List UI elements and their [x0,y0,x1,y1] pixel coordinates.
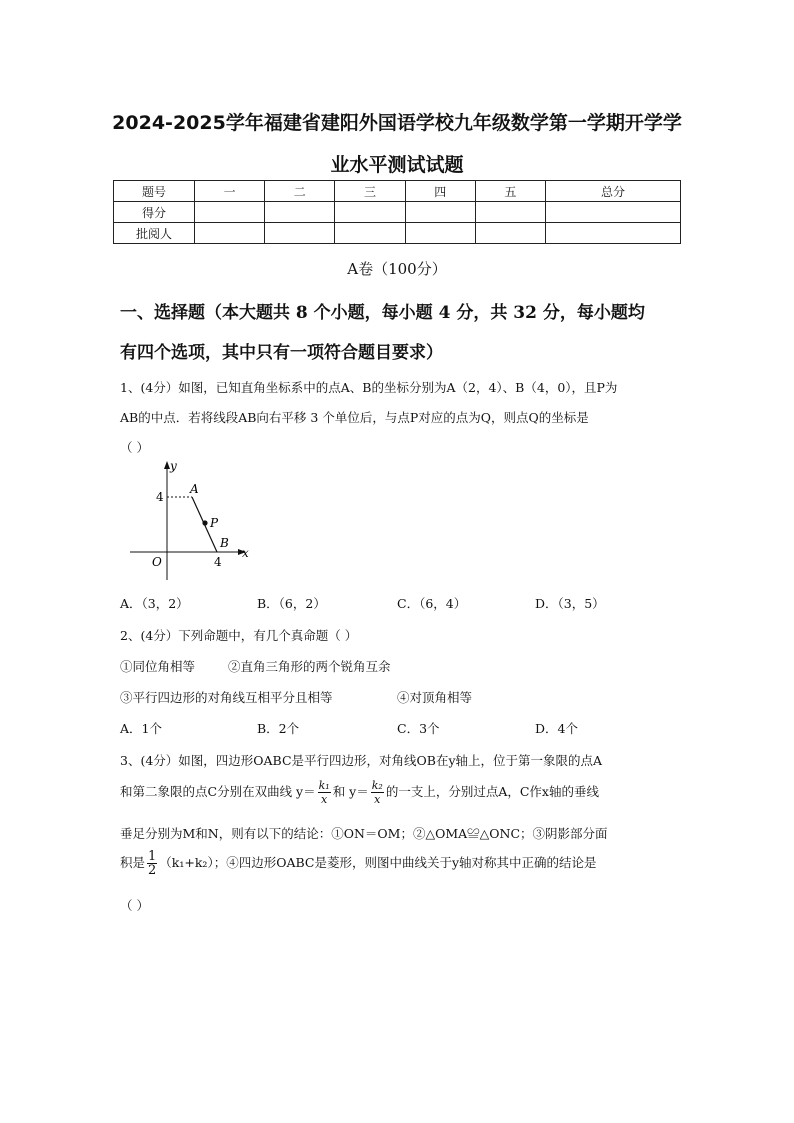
q3-text: 和 y＝ [332,784,369,799]
y-axis-label: y [170,459,177,473]
q2-statement-2: ②直角三角形的两个锐角互余 [228,659,391,674]
grader-cell [405,223,475,244]
volume-a-title: A卷（100分） [347,260,447,278]
fraction-numerator: 1 [148,849,157,864]
grader-cell [475,223,545,244]
q3-text: 和第二象限的点C分别在双曲线 y＝ [120,784,316,799]
point-b-label: B [220,536,229,550]
header-cell: 四 [405,181,475,202]
fraction-denominator: x [374,793,381,806]
grader-cell [195,223,265,244]
q3-answer-paren: （ ） [120,898,149,913]
score-table [113,180,681,244]
q1-answer-paren: （ ） [120,440,149,455]
fraction-numerator: k₂ [371,779,383,792]
grader-cell [546,223,681,244]
origin-label: O [152,555,162,569]
q1-option-c: C．（6，4） [397,596,467,611]
q3-stem-line4 [120,850,597,877]
q3-text: 的一支上，分别过点A，C作x轴的垂线 [385,784,599,799]
q2-option-a: A．1个 [120,721,162,736]
q3-stem-line3: 垂足分别为M和N，则有以下的结论：①ON＝OM；②△OMA≌△ONC；③阴影部分面 [120,826,608,841]
point-a-label: A [190,482,199,496]
header-cell: 题号 [114,181,195,202]
fraction-denominator: 2 [148,863,157,878]
score-cell [546,202,681,223]
score-cell [335,202,405,223]
q1-option-b: B．（6，2） [257,596,326,611]
header-cell: 二 [265,181,335,202]
q1-option-d: D．（3，5） [535,596,605,611]
q2-stem: 2、(4分）下列命题中，有几个真命题（ ） [120,628,358,643]
header-cell: 三 [335,181,405,202]
point-p-label: P [210,516,219,530]
page-title-line2: 业水平测试试题 [330,154,464,176]
fraction-k1-over-x [318,779,331,806]
x-axis-label: x [242,546,249,560]
q3-text: 积是 [120,855,146,870]
q2-statement-4: ④对顶角相等 [397,690,473,705]
row-label: 批阅人 [114,223,195,244]
grader-cell [335,223,405,244]
q2-option-b: B．2个 [257,721,300,736]
score-cell [475,202,545,223]
y-tick-label: 4 [156,490,164,504]
q2-option-c: C．3个 [397,721,440,736]
x-tick-label: 4 [214,555,222,569]
page-title-line1: 2024-2025学年福建省建阳外国语学校九年级数学第一学期开学学 [112,112,682,134]
score-cell [405,202,475,223]
grader-cell [265,223,335,244]
q1-coordinate-figure [120,455,260,585]
q1-stem-line1: 1、(4分）如图，已知直角坐标系中的点A、B的坐标分别为A（2，4）、B（4，0），且P为 [120,380,618,395]
score-cell [265,202,335,223]
fraction-denominator: x [321,793,328,806]
q1-option-a: A．（3，2） [120,596,189,611]
header-cell: 总分 [546,181,681,202]
q3-text: （k₁+k₂）；④四边形OABC是菱形，则图中曲线关于y轴对称其中正确的结论是 [159,855,597,870]
fraction-k2-over-x [371,779,384,806]
section-heading-line2: 有四个选项，其中只有一项符合题目要求） [120,343,443,363]
q2-statement-3: ③平行四边形的对角线互相平分且相等 [120,690,333,705]
q3-stem-line1: 3、(4分）如图，四边形OABC是平行四边形，对角线OB在y轴上，位于第一象限的点A [120,753,603,768]
fraction-numerator: k₁ [318,779,330,792]
header-cell: 五 [475,181,545,202]
header-cell: 一 [195,181,265,202]
q2-option-d: D．4个 [535,721,578,736]
row-label: 得分 [114,202,195,223]
q3-stem-line2 [120,779,599,806]
q1-stem-line2: AB的中点．若将线段AB向右平移 3 个单位后，与点P对应的点为Q，则点Q的坐标是 [120,410,589,425]
q2-statement-1: ①同位角相等 [120,659,196,674]
section-heading-line1: 一、选择题（本大题共 8 个小题，每小题 4 分，共 32 分，每小题均 [120,303,645,323]
score-row [114,202,681,223]
score-table-header-row [114,181,681,202]
grader-row [114,223,681,244]
score-cell [195,202,265,223]
fraction-one-half [147,850,157,877]
